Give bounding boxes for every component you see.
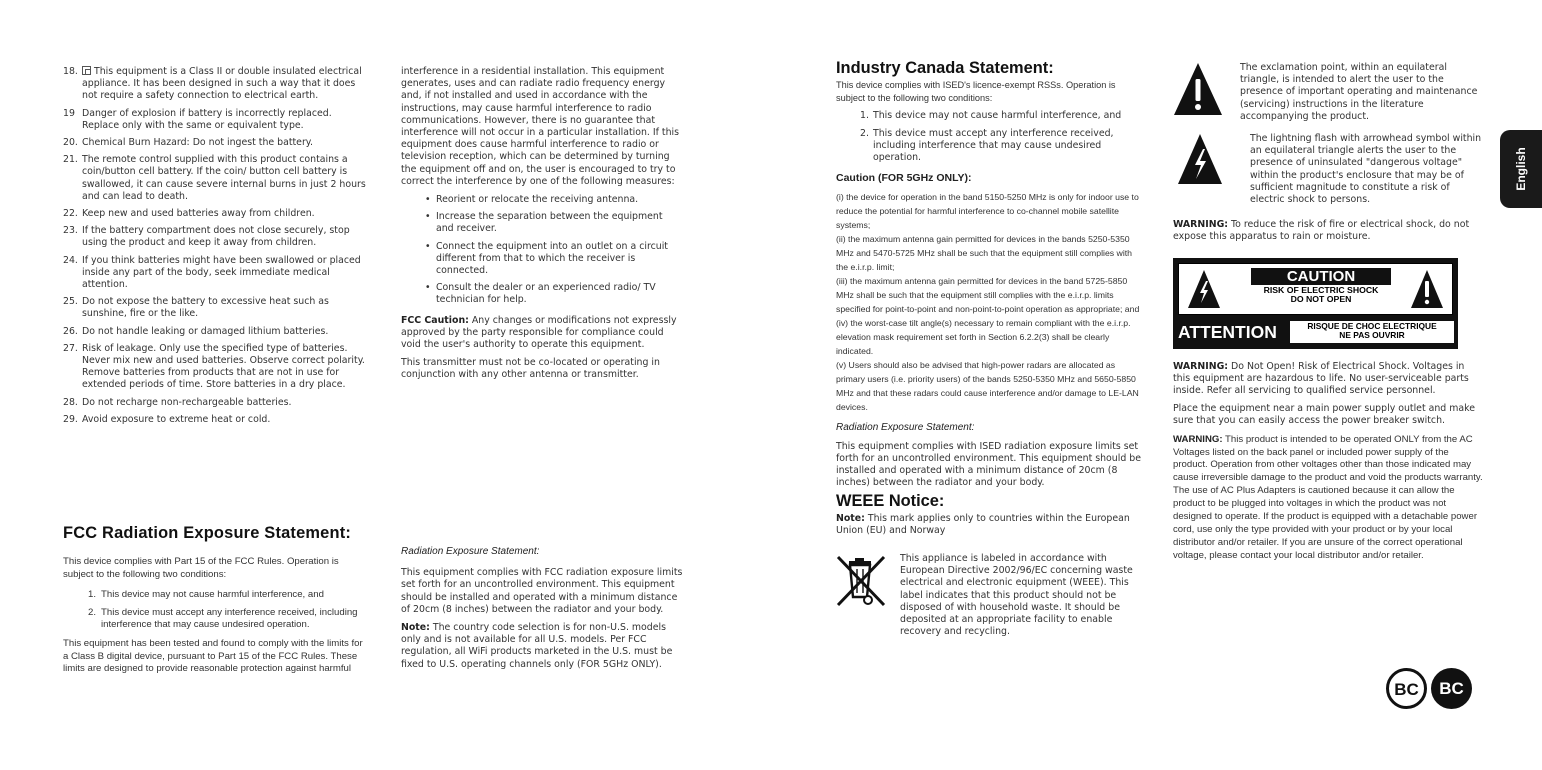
list-item: 1. This device may not cause harmful interference, and bbox=[860, 110, 1122, 122]
fcc-statement-body bbox=[63, 556, 368, 682]
ic-intro: This device complies with ISED's licence-exempt RSSs. Operation is subject to the following two conditions: bbox=[836, 80, 1116, 103]
warning-rain: WARNING: To reduce the risk of fire or electrical shock, do not expose this apparatus to rain or moisture. bbox=[1173, 219, 1470, 243]
transmitter-paragraph: This transmitter must not be co-located or operating in conjunction with any other antenna or transmitter. bbox=[401, 357, 660, 381]
french-warning: RISQUE DE CHOC ELECTRIQUE NE PAS OUVRIR bbox=[1290, 321, 1454, 343]
weee-note: Note: This mark applies only to countries within the European Union (EU) and Norway bbox=[836, 512, 1130, 536]
exclamation-text: The exclamation point, within an equilateral triangle, is intended to alert the user to the presence of important operating and maintenance (servicing) instructions in the literature accompanying the product. bbox=[1240, 62, 1478, 122]
fcc-caution-paragraph: FCC Caution: Any changes or modifications not expressly approved by the party responsible for compliance could void the user's authority to operate this equipment. bbox=[401, 314, 677, 351]
lightning-triangle-icon bbox=[1177, 133, 1223, 185]
list-item: 19 Danger of explosion if battery is incorrectly replaced. Replace only with the same or equivalent type. bbox=[63, 107, 332, 131]
list-item: 1. This device may not cause harmful interference, and bbox=[88, 589, 324, 601]
note-paragraph: Note: The country code selection is for non-U.S. models only and is not available for all U.S. models. Per FCC regulation, all WiFi products marketed in the U.S. must be fixed to U.S. operating channels only (FOR 5GHz ONLY). bbox=[401, 622, 673, 670]
list-item: • Reorient or relocate the receiving antenna. bbox=[425, 194, 683, 206]
lightning-text: The lightning flash with arrowhead symbol within an equilateral triangle alerts the user to the presence of uninsulated "dangerous voltage" within the product's enclosure that may be of sufficient magnitude to constitute a risk of electric shock to persons. bbox=[1250, 133, 1482, 206]
list-item: 18. This equipment is a Class II or double insulated electrical appliance. It has been designed in such a way that it does not require a safety connection to electrical earth. bbox=[63, 66, 362, 102]
ic-radiation-text: This equipment complies with ISED radiation exposure limits set forth for an uncontrolled environment. This equipment should be installed and operated with a minimum distance of 20cm (8 inches) between the radiator and your body. bbox=[836, 440, 1141, 489]
lightning-row bbox=[1173, 133, 1483, 206]
fcc-conditions-list bbox=[63, 589, 368, 632]
weee-heading: WEEE Notice: bbox=[836, 492, 945, 511]
caution-label bbox=[1173, 258, 1458, 349]
list-item: 21. The remote control supplied with this product contains a coin/button cell battery. If the coin/ button cell battery is swallowed, it can cause severe internal burns in just 2 hours and can lead to death. bbox=[63, 154, 366, 202]
list-item: 28. Do not recharge non-rechargeable batteries. bbox=[63, 396, 292, 408]
bc-logo: BC bbox=[1386, 668, 1427, 709]
list-item: 25. Do not expose the battery to excessive heat such as sunshine, fire or the like. bbox=[63, 296, 329, 320]
attention-label: ATTENTION bbox=[1178, 321, 1277, 342]
safety-instructions-list bbox=[63, 66, 368, 426]
fcc-continued-column bbox=[401, 66, 683, 388]
language-tab[interactable] bbox=[1500, 130, 1542, 208]
list-item: 22. Keep new and used batteries away from children. bbox=[63, 208, 315, 220]
fcc-tested-text: This equipment has been tested and found to comply with the limits for a Class B digital device, pursuant to Part 15 of the FCC Rules. These limits are designed to provide reasonable protection against harmful bbox=[63, 637, 363, 675]
list-item: 2. This device must accept any interference received, including interference that may cause undesired operation. bbox=[860, 127, 1114, 163]
list-item: 24. If you think batteries might have been swallowed or placed inside any part of the body, seek immediate medical attention. bbox=[63, 254, 361, 291]
warning-open: WARNING: Do Not Open! Risk of Electrical Shock. Voltages in this equipment are hazardous to life. No user-serviceable parts inside. Refer all servicing to qualified service personnel. bbox=[1173, 360, 1469, 397]
radiation-text: This equipment complies with FCC radiation exposure limits set forth for an uncontrolled environment. This equipment should be installed and operated with a minimum distance of 20cm (8 inches) between the radiator and your body. bbox=[401, 567, 683, 615]
list-item: • Consult the dealer or an experienced radio/ TV technician for help. bbox=[425, 282, 683, 306]
list-item: • Connect the equipment into an outlet on a circuit different from that to which the receiver is connected. bbox=[425, 241, 683, 278]
exclamation-triangle-icon bbox=[1410, 269, 1444, 309]
fcc-intro: This device complies with Part 15 of the FCC Rules. Operation is subject to the following two conditions: bbox=[63, 556, 339, 580]
industry-canada-column bbox=[836, 59, 1141, 644]
safety-symbols-column bbox=[1173, 62, 1483, 569]
list-item: 23. If the battery compartment does not close securely, stop using the product and keep it away from children. bbox=[63, 225, 350, 249]
interference-paragraph: interference in a residential installation. This equipment generates, uses and can radiate radio frequency energy and, if not installed and used in accordance with the instructions, may cause harmful interference to radio communications. However, there is no guarantee that interference will not occur in a particular installation. If this equipment does cause harmful interference to radio or television reception, which can be determined by turning the equipment off and on, the user is encouraged to try to correct the interference by one of the following measures: bbox=[401, 66, 680, 187]
class-ii-icon bbox=[82, 66, 91, 75]
weee-text: This appliance is labeled in accordance with European Directive 2002/96/EC concerning waste electrical and electronic equipment (WEEE). This label indicates that this product should not be disposed of with household waste. It should be deposited at an appropriate facility to enable recovery and recycling. bbox=[900, 553, 1133, 638]
measures-list bbox=[401, 194, 683, 307]
ic-conditions-list bbox=[836, 110, 1141, 164]
caution-subtitle: RISK OF ELECTRIC SHOCK DO NOT OPEN bbox=[1263, 284, 1379, 305]
radiation-heading: Radiation Exposure Statement: bbox=[401, 546, 540, 557]
list-item: 2. This device must accept any interference received, including interference that may cause undesired operation. bbox=[88, 606, 358, 631]
ic-heading: Industry Canada Statement: bbox=[836, 59, 1054, 77]
fcc-radiation-block bbox=[401, 546, 683, 677]
list-item: • Increase the separation between the equipment and receiver. bbox=[425, 211, 683, 235]
safety-list-column bbox=[63, 66, 368, 431]
exclamation-row bbox=[1173, 62, 1483, 123]
exclamation-triangle-icon bbox=[1173, 62, 1223, 116]
list-item: 29. Avoid exposure to extreme heat or cold. bbox=[63, 413, 271, 425]
weee-block bbox=[836, 553, 1141, 638]
language-tab-label: English bbox=[1513, 147, 1528, 191]
list-item: 26. Do not handle leaking or damaged lithium batteries. bbox=[63, 325, 329, 337]
fcc-heading: FCC Radiation Exposure Statement: bbox=[63, 524, 352, 542]
list-item: 20. Chemical Burn Hazard: Do not ingest the battery. bbox=[63, 137, 313, 149]
caution-5ghz-text: (i) the device for operation in the band 5150-5250 MHz is only for indoor use to reduce the potential for harmful interference to co-channel mobile satellite systems; (ii) the maximum antenna gain permitted for devices in the bands 5250-5350 MHz and 5470-5725 MHz shall be such that the equipment still complies with the e.i.r.p. limit; (iii) the maximum antenna gain permitted for devices in the band 5725-5850 MHz shall be such that the equipment still complies with the e.i.r.p. limits specified for point-to-point and non-point-to-point operation as appropriate; and (iv) the worst-case tilt angle(s) necessary to remain compliant with the e.i.r.p. elevation mask requirement set forth in Section 6.2.2(3) shall be clearly indicated. (v) Users should also be advised that high-power radars are allocated as primary users (i.e. priority users) of the bands 5250-5350 MHz and 5650-5850 MHz and that these radars could cause interference and/or damage to LE-LAN devices. bbox=[836, 192, 1140, 413]
list-item: 27. Risk of leakage. Only use the specified type of batteries. Never mix new and used batteries. Observe correct polarity. Remove batteries from products that are not in use for extended periods of time. Store batteries in a dry place. bbox=[63, 342, 365, 391]
bc-logo-filled: BC bbox=[1431, 668, 1472, 709]
lightning-triangle-icon bbox=[1187, 269, 1221, 309]
caution-5ghz-heading: Caution (FOR 5GHz ONLY): bbox=[836, 172, 972, 185]
weee-bin-icon bbox=[834, 553, 890, 609]
caution-title: CAUTION bbox=[1251, 268, 1391, 285]
outlet-text: Place the equipment near a main power supply outlet and make sure that you can easily access the power breaker switch. bbox=[1173, 403, 1475, 427]
warning-voltage: WARNING: This product is intended to be operated ONLY from the AC Voltages listed on the back panel or included power supply of the product. Operation from other voltages other than those indicated may cause irreversible damage to the product and void the products warranty. The use of AC Plus Adapters is cautioned because it can allow the product to be plugged into voltages in which the product was not designed to operate. If the product is equipped with a detachable power cord, use only the type provided with your product or by your local distributor and/or retailer. If you are unsure of the correct operational voltage, please contact your local distributor and/or retailer. bbox=[1173, 433, 1483, 561]
ic-radiation-heading: Radiation Exposure Statement: bbox=[836, 422, 975, 434]
